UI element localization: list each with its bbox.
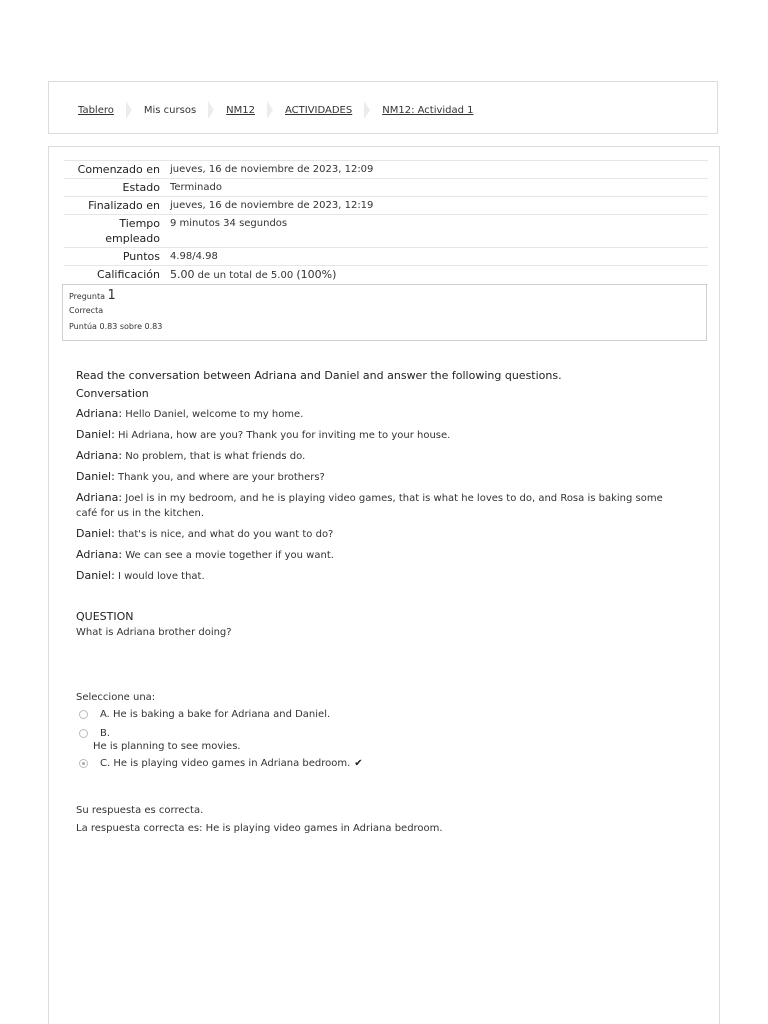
started-value: jueves, 16 de noviembre de 2023, 12:09 xyxy=(170,164,374,175)
state-label: Estado xyxy=(122,181,160,194)
breadcrumb-item-mis-cursos: Mis cursos xyxy=(143,104,197,116)
conversation-line xyxy=(76,568,686,584)
radio-button-b[interactable] xyxy=(79,729,88,738)
time-label-line-1: Tiempo xyxy=(119,217,160,230)
grade-value xyxy=(170,266,708,285)
breadcrumb-link-tablero[interactable]: Tablero xyxy=(78,104,114,116)
conversation-line xyxy=(76,406,686,422)
state-value: Terminado xyxy=(170,182,222,193)
speaker-name: Adriana: xyxy=(76,407,123,420)
points-value: 4.98/4.98 xyxy=(170,251,218,262)
conversation-line xyxy=(76,427,686,443)
line-text: No problem, that is what friends do. xyxy=(122,451,306,462)
quiz-review-panel xyxy=(48,146,720,1024)
conversation-line xyxy=(76,526,686,542)
speaker-name: Adriana: xyxy=(76,449,123,462)
correct-answer-text: La respuesta correcta es: He is playing video games in Adriana bedroom. xyxy=(76,823,443,834)
line-text: I would love that. xyxy=(114,571,205,582)
summary-row-points xyxy=(64,248,708,266)
question-status: Correcta xyxy=(69,306,104,315)
line-text: We can see a movie together if you want. xyxy=(122,550,334,561)
line-text: Joel is in my bedroom, and he is playing video games, that is what he loves to do, and Rosa is baking some café for us in the kitchen. xyxy=(76,493,663,519)
grade-score: 5.00 xyxy=(170,268,195,281)
time-label xyxy=(64,215,170,248)
grade-percent: (100%) xyxy=(296,268,337,281)
finished-value: jueves, 16 de noviembre de 2023, 12:19 xyxy=(170,200,374,211)
summary-row-state xyxy=(64,179,708,197)
option-c-text: C. He is playing video games in Adriana bedroom. xyxy=(100,758,351,769)
answer-option-a[interactable] xyxy=(76,708,686,722)
speaker-name: Daniel: xyxy=(76,428,115,441)
question-number-prefix: Pregunta xyxy=(69,292,108,301)
summary-row-grade xyxy=(64,266,708,285)
option-b-letter: B. xyxy=(100,728,111,739)
option-b-text: He is planning to see movies. xyxy=(93,741,241,752)
speaker-name: Daniel: xyxy=(76,470,115,483)
option-a-text: A. He is baking a bake for Adriana and Daniel. xyxy=(100,709,331,720)
breadcrumb-separator xyxy=(126,101,132,119)
breadcrumb-link-nm12[interactable]: NM12 xyxy=(226,104,255,116)
breadcrumb-link-actividad-1[interactable]: NM12: Actividad 1 xyxy=(382,104,474,116)
line-text: Thank you, and where are your brothers? xyxy=(114,472,325,483)
time-label-line-2: empleado xyxy=(105,232,160,245)
breadcrumb xyxy=(78,101,480,119)
answer-option-b[interactable] xyxy=(76,727,686,741)
points-label: Puntos xyxy=(122,250,160,263)
speaker-name: Adriana: xyxy=(76,491,123,504)
question-number xyxy=(69,288,116,303)
speaker-name: Adriana: xyxy=(76,548,123,561)
breadcrumb-link-actividades[interactable]: ACTIVIDADES xyxy=(285,104,353,116)
question-content xyxy=(76,369,686,834)
started-label: Comenzado en xyxy=(77,163,160,176)
attempt-summary-table xyxy=(64,160,708,285)
finished-label: Finalizado en xyxy=(88,199,160,212)
question-text: What is Adriana brother doing? xyxy=(76,627,232,638)
grade-mid-text: de un total de 5.00 xyxy=(194,270,297,281)
question-heading: QUESTION xyxy=(76,610,134,623)
conversation-title: Conversation xyxy=(76,387,149,400)
conversation-line xyxy=(76,547,686,563)
question-number-value: 1 xyxy=(107,288,116,303)
checkmark-icon: ✔ xyxy=(354,758,363,769)
breadcrumb-panel xyxy=(48,81,718,134)
time-value: 9 minutos 34 segundos xyxy=(170,218,288,229)
breadcrumb-separator xyxy=(208,101,214,119)
grade-label: Calificación xyxy=(96,268,160,281)
select-one-label: Seleccione una: xyxy=(76,692,156,703)
line-text: Hi Adriana, how are you? Thank you for inviting me to your house. xyxy=(114,430,451,441)
breadcrumb-separator xyxy=(364,101,370,119)
radio-button-a[interactable] xyxy=(79,710,88,719)
summary-row-time xyxy=(64,215,708,248)
conversation-line xyxy=(76,490,686,521)
speaker-name: Daniel: xyxy=(76,569,115,582)
feedback-text: Su respuesta es correcta. xyxy=(76,805,204,816)
summary-row-finished xyxy=(64,197,708,215)
radio-button-c[interactable] xyxy=(79,759,88,768)
summary-row-started xyxy=(64,161,708,179)
question-intro: Read the conversation between Adriana and Daniel and answer the following questions. xyxy=(76,369,562,382)
question-points: Puntúa 0.83 sobre 0.83 xyxy=(69,322,163,331)
breadcrumb-separator xyxy=(267,101,273,119)
line-text: Hello Daniel, welcome to my home. xyxy=(122,409,304,420)
speaker-name: Daniel: xyxy=(76,527,115,540)
conversation-line xyxy=(76,448,686,464)
answer-option-c[interactable] xyxy=(76,757,686,771)
line-text: that's is nice, and what do you want to do? xyxy=(114,529,334,540)
question-info-box xyxy=(62,284,707,341)
conversation-line xyxy=(76,469,686,485)
